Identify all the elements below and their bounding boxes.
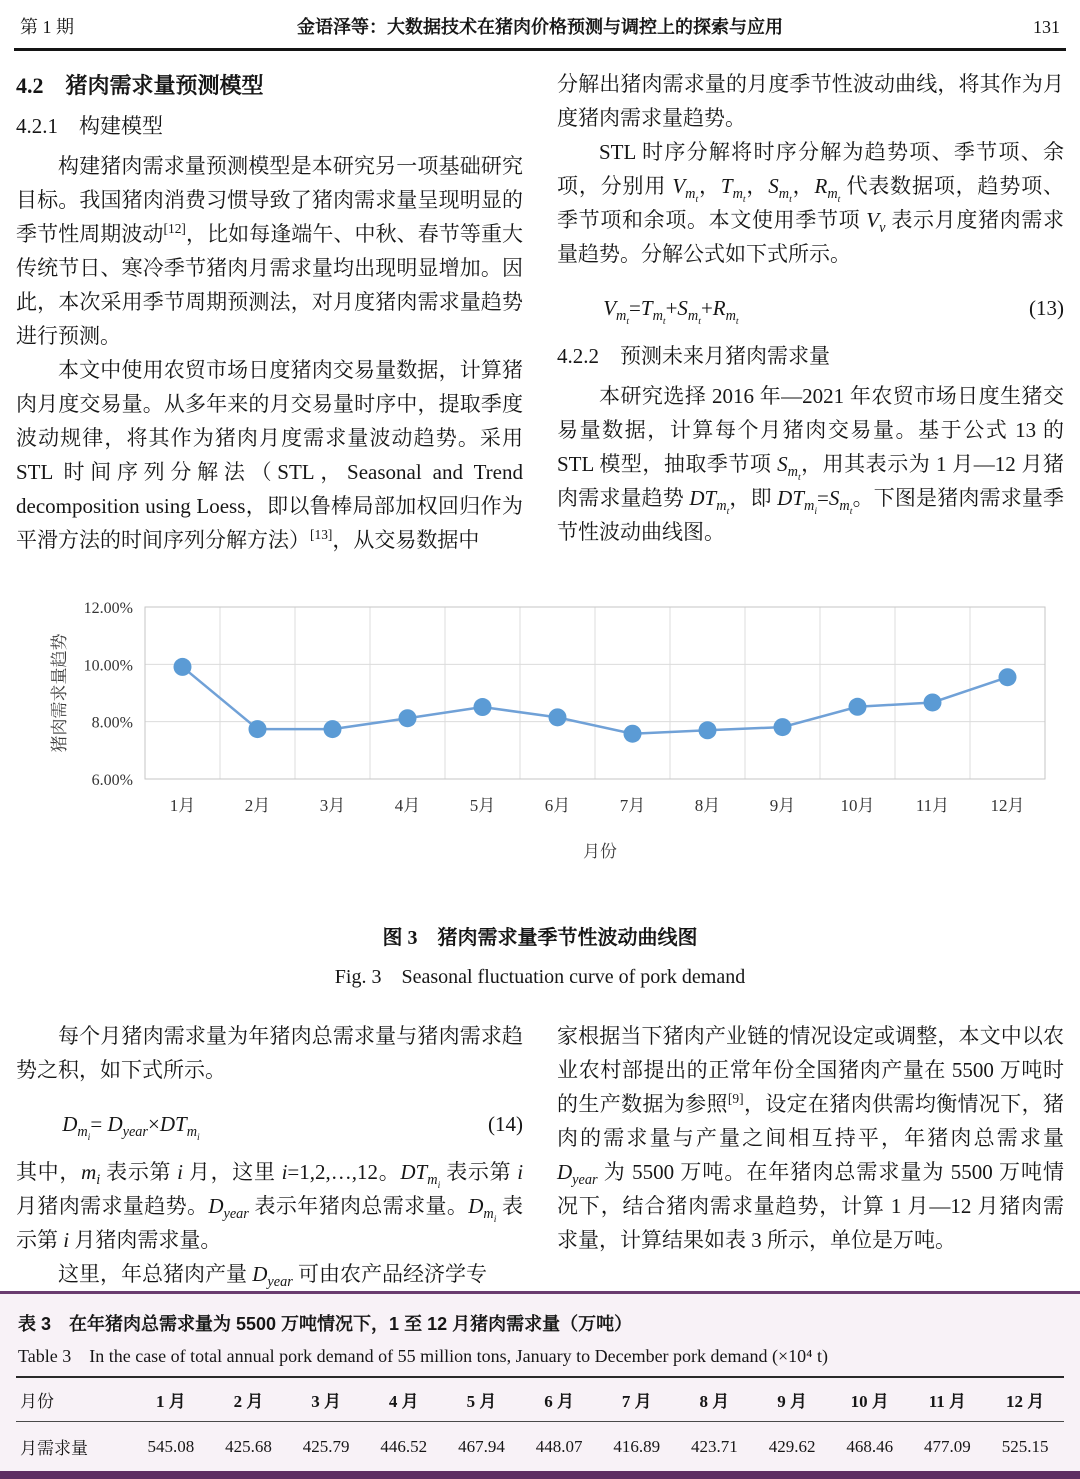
- table-cell: 月需求量: [20, 1439, 88, 1458]
- paragraph: 构建猪肉需求量预测模型是本研究另一项基础研究目标。我国猪肉消费习惯导致了猪肉需求量呈现明显的季节性周期波动[12]，比如每逢端午、中秋、春节等重大传统节日、寒冷季节猪肉月需求量均出现明显增加。因此，本次采用季节周期预测法，对月度猪肉需求量趋势进行预测。: [16, 154, 524, 348]
- y-tick-label: 6.00%: [91, 772, 133, 789]
- data-point-marker: [549, 708, 567, 726]
- data-point-marker: [624, 725, 642, 743]
- table-caption-en: Table 3 In the case of total annual pork demand of 55 million tons, January to December pork demand (×10⁴ t): [18, 1346, 828, 1366]
- paragraph-continuation: 分解出猪肉需求量的月度季节性波动曲线，将其作为月度猪肉需求量趋势。: [557, 72, 1064, 130]
- figure-caption-en: Fig. 3 Seasonal fluctuation curve of pork demand: [334, 966, 746, 988]
- data-point-marker: [324, 720, 342, 738]
- seasonal-fluctuation-chart: [10, 579, 1070, 879]
- x-tick-label: 10月: [840, 796, 875, 815]
- equation-number-14: (14): [488, 1112, 523, 1136]
- x-tick-label: 1月: [169, 796, 196, 815]
- section-heading-4-2: 4.2 猪肉需求量预测模型: [16, 73, 264, 98]
- table-cell: 425.79: [302, 1436, 350, 1456]
- subsection-heading-4-2-2: 4.2.2 预测未来月猪肉需求量: [557, 344, 830, 368]
- formula-14-expression: $D_{m_i}= D_{year}\times DT_{m_i}$: [62, 1112, 200, 1144]
- table-header-cell: 7 月: [621, 1392, 652, 1411]
- table-header-cell: 10 月: [850, 1392, 889, 1411]
- x-tick-label: 3月: [319, 796, 346, 815]
- left-column-top: [16, 67, 523, 557]
- x-tick-label: 11月: [915, 796, 950, 815]
- table-cell: 468.46: [846, 1436, 894, 1456]
- table-header-cell: 2 月: [233, 1392, 264, 1411]
- data-point-marker: [249, 720, 267, 738]
- data-point-marker: [924, 693, 942, 711]
- table-header-cell: 4 月: [388, 1392, 419, 1411]
- table-header-row: [16, 1377, 1064, 1422]
- x-tick-label: 5月: [469, 796, 496, 815]
- data-point-marker: [849, 698, 867, 716]
- subsection-heading-4-2-1: 4.2.1 构建模型: [16, 114, 163, 138]
- table-cell: 446.52: [380, 1436, 428, 1456]
- data-point-marker: [774, 718, 792, 736]
- table-cell: 525.15: [1001, 1436, 1049, 1456]
- figure-caption-zh: 图 3 猪肉需求量季节性波动曲线图: [382, 927, 698, 949]
- table-header-cell: 1 月: [155, 1392, 186, 1411]
- table-cell: 416.89: [613, 1436, 661, 1456]
- formula-13-expression: $V_{m_t}=T_{m_t}+S_{m_t}+R_{m_t}$: [603, 296, 739, 328]
- y-tick-label: 8.00%: [91, 714, 133, 732]
- table-header-cell: 3 月: [311, 1392, 342, 1411]
- paragraph: 本研究选择 2016 年—2021 年农贸市场日度生猪交易量数据，计算每个月猪肉交易量。基于公式 13 的 STL 模型，抽取季节项 $S_{m_t}$，用其表示为 1 月—12 月猪肉需求量趋势 $DT_{m_t}$，即 $DT_{m_i}=S_{m_t}$。下图是猪肉需求量季节性波动曲线图。: [557, 384, 1065, 544]
- formula-14: [16, 1107, 523, 1144]
- table-cell: 423.71: [691, 1436, 738, 1456]
- data-point-marker: [174, 658, 192, 676]
- table-cell: 467.94: [458, 1436, 505, 1456]
- table-cell: 448.07: [535, 1436, 583, 1456]
- issue-label: 第 1 期: [20, 17, 74, 37]
- table-data-row: [16, 1422, 1064, 1472]
- page-number: 131: [1033, 17, 1060, 37]
- y-tick-label: 12.00%: [83, 600, 133, 617]
- paragraph: STL 时序分解将时序分解为趋势项、季节项、余项，分别用 $V_{m_t}$，$T_{m_t}$，$S_{m_t}$，$R_{m_t}$ 代表数据项，趋势项、季节项和余项。本文使用季节项 $V_v$ 表示月度猪肉需求量趋势。分解公式如下式所示。: [557, 140, 1065, 266]
- paragraph: 其中，$m_i$ 表示第 i 月，这里 i=1,2,…,12。$DT_{m_i}$ 表示第 i 月猪肉需求量趋势。$D_{year}$ 表示年猪肉总需求量。$D_{m_i}$ 表示第 i 月猪肉需求量。: [16, 1160, 524, 1252]
- table-header-cell: 5 月: [466, 1392, 497, 1411]
- table-header-cell: 12 月: [1005, 1392, 1045, 1411]
- header-rule: [14, 48, 1066, 51]
- y-axis-title: 猪肉需求量趋势: [50, 633, 69, 753]
- paragraph: 每个月猪肉需求量为年猪肉总需求量与猪肉需求趋势之积，如下式所示。: [16, 1024, 523, 1082]
- table-header-cell: 9 月: [777, 1392, 807, 1411]
- table-cell: 429.62: [768, 1436, 816, 1456]
- monthly-demand-table: [16, 1376, 1064, 1471]
- table-caption-zh: 表 3 在年猪肉总需求量为 5500 万吨情况下，1 至 12 月猪肉需求量（万吨）: [18, 1314, 633, 1334]
- x-tick-label: 8月: [694, 796, 721, 815]
- x-tick-label: 9月: [769, 796, 796, 815]
- x-tick-label: 12月: [990, 796, 1025, 815]
- x-tick-label: 6月: [544, 796, 571, 815]
- paragraph: 本文中使用农贸市场日度猪肉交易量数据，计算猪肉月度交易量。从多年来的月交易量时序中，提取季度波动规律，将其作为猪肉月度需求量波动趋势。采用 STL 时间序列分解法（STL，Seasonal and Trend decomposition using Loess，即以鲁棒局部加权回归作为平滑方法的时间序列分解方法）[13]，从交易数据中: [16, 358, 523, 552]
- table-cell: 425.68: [225, 1436, 272, 1456]
- figure-3: [0, 557, 1080, 989]
- equation-number-13: (13): [1029, 296, 1064, 320]
- data-point-marker: [699, 721, 717, 739]
- left-column-bottom: [16, 1019, 523, 1291]
- right-column-top: [557, 67, 1064, 557]
- table-cell: 477.09: [924, 1436, 971, 1456]
- data-point-marker: [474, 698, 492, 716]
- data-point-marker: [399, 709, 417, 727]
- paragraph: 这里，年总猪肉产量 $D_{year}$ 可由农产品经济学专: [58, 1262, 488, 1291]
- seasonal-chart: [0, 579, 1080, 879]
- x-axis-title: 月份: [583, 842, 617, 861]
- table-header-cell: 月份: [20, 1392, 54, 1411]
- x-tick-label: 2月: [244, 796, 271, 815]
- y-tick-label: 10.00%: [83, 657, 133, 675]
- table-header-cell: 11 月: [928, 1392, 967, 1411]
- running-title: 金语泽等：大数据技术在猪肉价格预测与调控上的探索与应用: [297, 17, 783, 37]
- body-columns-top: [0, 67, 1080, 557]
- paragraph-continuation: 家根据当下猪肉产业链的情况设定或调整，本文中以农业农村部提出的正常年份全国猪肉产量在 5500 万吨时的生产数据为参照[9]，设定在猪肉供需均衡情况下，猪肉的需求量与产量之间相互持平，年猪肉总需求量 $D_{year}$ 为 5500 万吨。在年猪肉总需求量为 5500 万吨情况下，结合猪肉需求量趋势，计算 1 月—12 月猪肉需求量，计算结果如表 3 所示，单位是万吨。: [557, 1024, 1065, 1252]
- body-columns-bottom: [0, 1019, 1080, 1291]
- table-3-section: [0, 1291, 1080, 1479]
- data-point-marker: [999, 668, 1017, 686]
- table-header-cell: 6 月: [544, 1392, 574, 1411]
- formula-13: [557, 291, 1064, 328]
- right-column-bottom: [557, 1019, 1064, 1291]
- table-cell: 545.08: [147, 1436, 195, 1456]
- x-tick-label: 7月: [619, 796, 646, 815]
- x-tick-label: 4月: [394, 796, 421, 815]
- running-head: [0, 0, 1080, 46]
- table-header-cell: 8 月: [699, 1392, 730, 1411]
